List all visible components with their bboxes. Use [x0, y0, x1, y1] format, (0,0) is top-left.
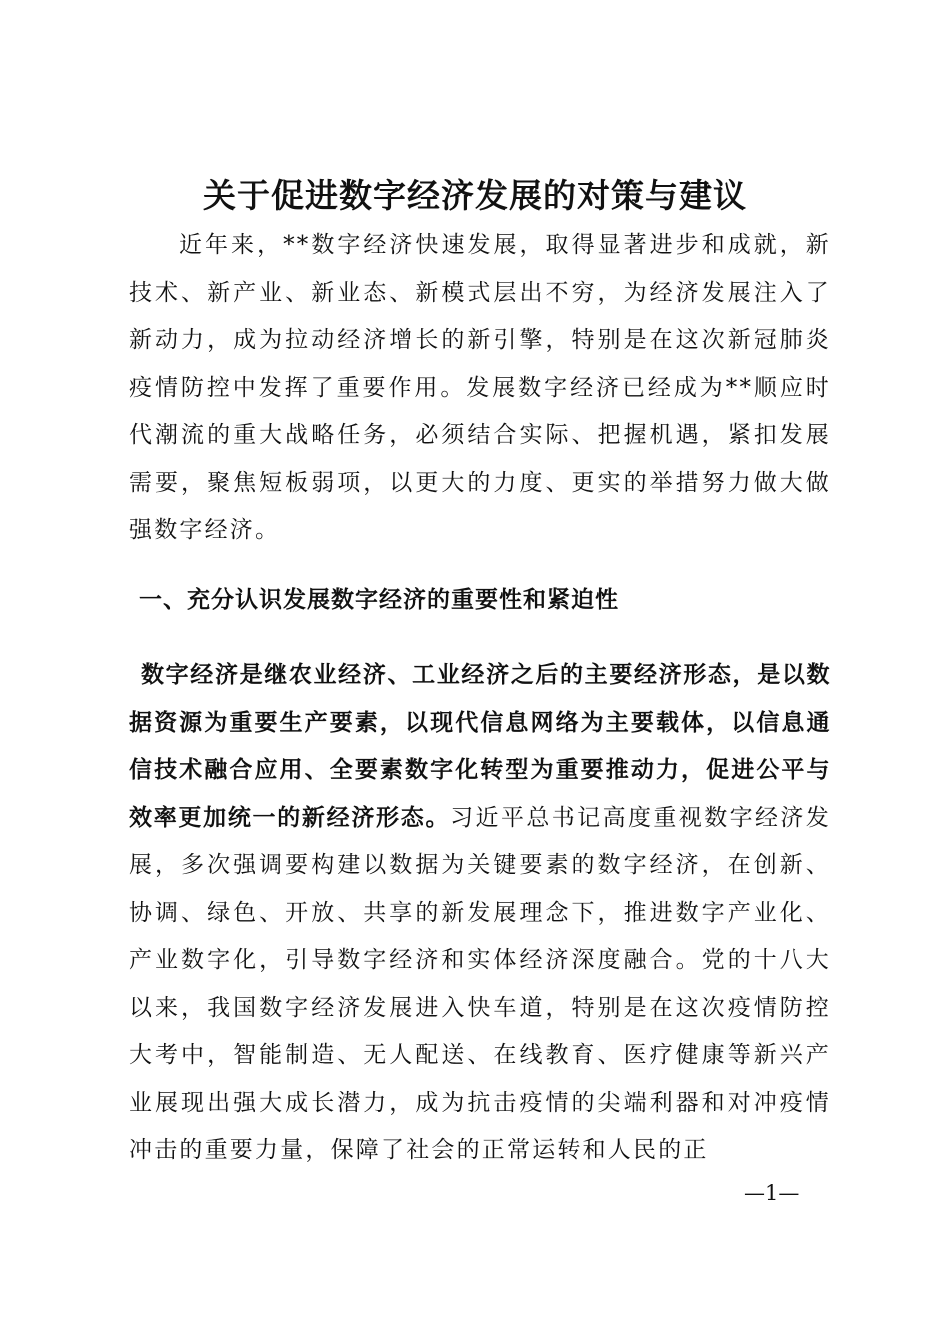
section-heading: 一、充分认识发展数字经济的重要性和紧迫性	[139, 587, 619, 613]
section-paragraph	[129, 652, 831, 1175]
section-paragraph-text: 习近平总书记高度重视数字经济发展，多次强调要构建以数据为关键要素的数字经济，在创新、协调、绿色、开放、共享的新发展理念下，推进数字产业化、产业数字化，引导数字经济和实体经济深度融合。党的十八大以来，我国数字经济发展进入快车道，特别是在这次疫情防控大考中，智能制造、无人配送、在线教育、医疗健康等新兴产业展现出强大成长潜力，成为抗击疫情的尖端利器和对冲疫情冲击的重要力量，保障了社会的正常运转和人民的正	[129, 804, 832, 1163]
intro-paragraph: 近年来，**数字经济快速发展，取得显著进步和成就，新技术、新产业、新业态、新模式层出不穷，为经济发展注入了新动力，成为拉动经济增长的新引擎，特别是在这次新冠肺炎疫情防控中发挥了重要作用。发展数字经济已经成为**顺应时代潮流的重大战略任务，必须结合实际、把握机遇，紧扣发展需要，聚焦短板弱项，以更大的力度、更实的举措努力做大做强数字经济。	[129, 232, 831, 543]
page-number: —1—	[744, 1181, 800, 1205]
section-paragraph-bold-text: 数字经济是继农业经济、工业经济之后的主要经济形态，是以数据资源为重要生产要素，以现代信息网络为主要载体，以信息通信技术融合应用、全要素数字化转型为重要推动力，促进公平与效率更加统一的新经济形态。	[129, 662, 831, 831]
document-title: 关于促进数字经济发展的对策与建议	[203, 176, 747, 215]
